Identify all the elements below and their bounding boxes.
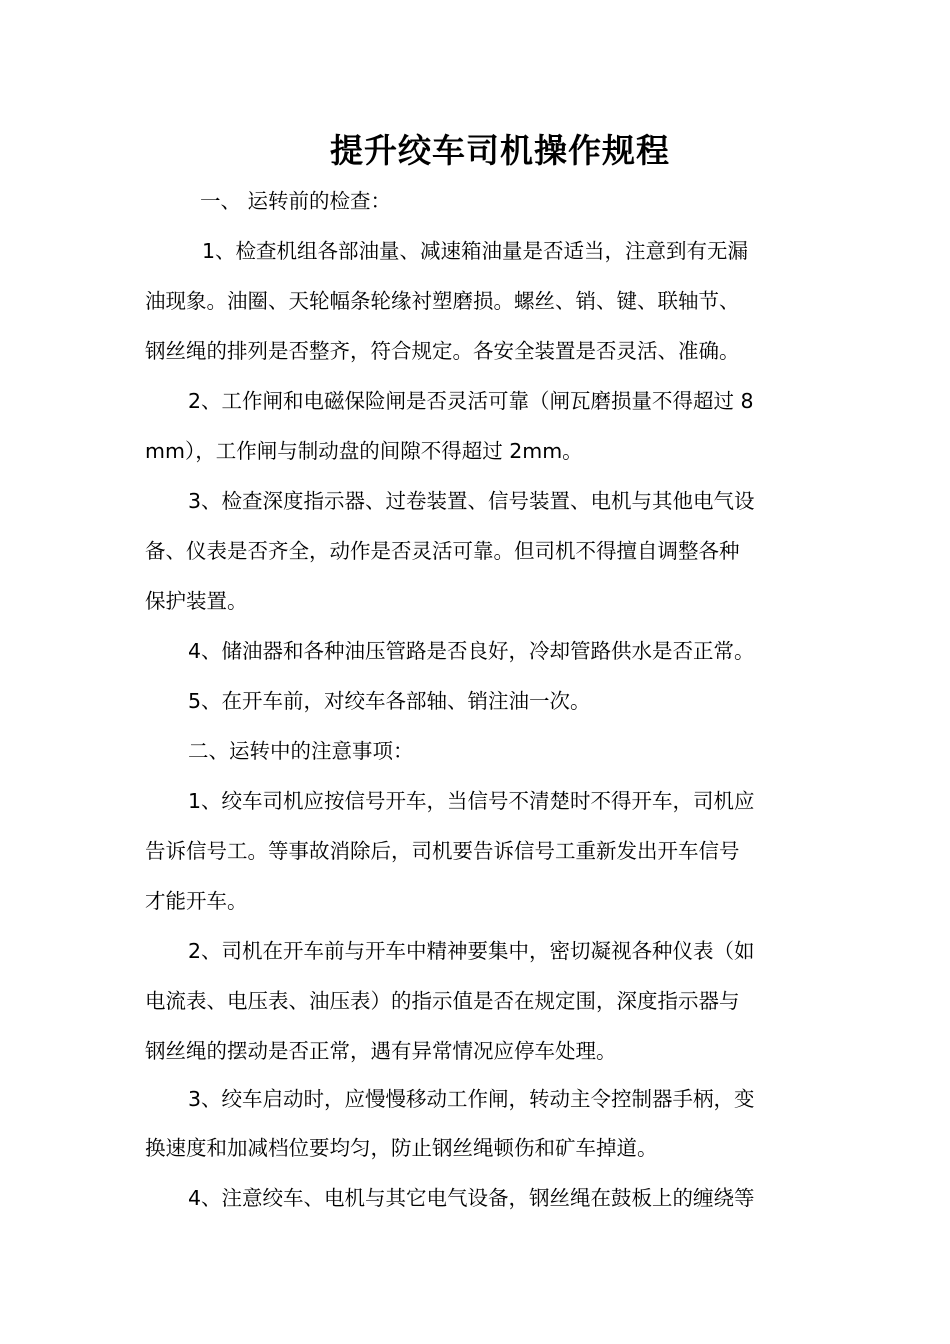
text-line: 才能开车。 [145,889,248,913]
text-line: mm），工作闸与制动盘的间隙不得超过 2mm。 [145,439,583,463]
text-line: 备、仪表是否齐全，动作是否灵活可靠。但司机不得擅自调整各种 [145,539,740,563]
document-title: 提升绞车司机操作规程 [330,131,670,170]
text-line: 2、司机在开车前与开车中精神要集中，密切凝视各种仪表（如 [188,939,755,963]
text-line: 1、检查机组各部油量、减速箱油量是否适当，注意到有无漏 [202,239,749,263]
text-line: 4、储油器和各种油压管路是否良好，冷却管路供水是否正常。 [188,639,755,663]
section-heading-2: 二、运转中的注意事项： [188,739,414,763]
text-line: 1、绞车司机应按信号开车，当信号不清楚时不得开车，司机应 [188,789,755,813]
text-line: 换速度和加减档位要均匀，防止钢丝绳顿伤和矿车掉道。 [145,1136,658,1160]
text-line: 3、绞车启动时，应慢慢移动工作闸，转动主令控制器手柄，变 [188,1087,755,1111]
text-line: 3、检查深度指示器、过卷装置、信号装置、电机与其他电气设 [188,489,755,513]
section-heading-1: 一、 运转前的检查： [200,189,392,213]
text-line: 电流表、电压表、油压表）的指示值是否在规定围，深度指示器与 [145,989,740,1013]
text-line: 钢丝绳的摆动是否正常，遇有异常情况应停车处理。 [145,1039,617,1063]
text-line: 2、工作闸和电磁保险闸是否灵活可靠（闸瓦磨损量不得超过 8 [188,389,754,413]
text-line: 油现象。油圈、天轮幅条轮缘衬塑磨损。螺丝、销、键、联轴节、 [145,289,740,313]
text-line: 告诉信号工。等事故消除后，司机要告诉信号工重新发出开车信号 [145,839,740,863]
text-line: 5、在开车前，对绞车各部轴、销注油一次。 [188,689,591,713]
text-line: 保护装置。 [145,589,248,613]
text-line: 4、注意绞车、电机与其它电气设备，钢丝绳在鼓板上的缠绕等 [188,1186,755,1210]
text-line: 钢丝绳的排列是否整齐，符合规定。各安全装置是否灵活、准确。 [145,339,740,363]
